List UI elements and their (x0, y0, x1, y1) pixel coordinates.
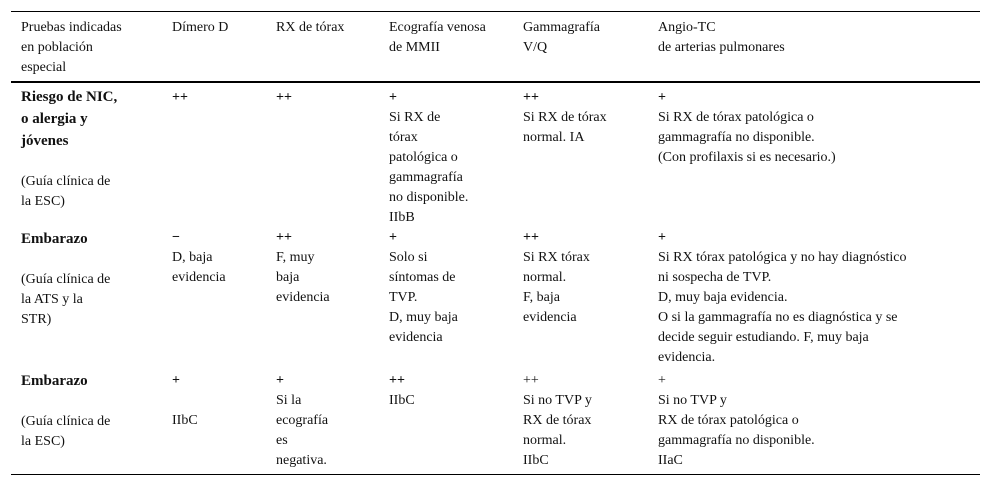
spacer (21, 152, 117, 172)
cell-line: evidencia (172, 270, 226, 285)
row-2-angio-tc (658, 228, 906, 368)
recommendation-symbol: + (658, 373, 666, 388)
cell-line: no disponible. (389, 190, 469, 205)
row-1-gammagrafia (523, 88, 607, 148)
recommendation-symbol: + (276, 373, 284, 388)
row-note-line: la ATS y la (21, 292, 83, 307)
row-1-dimero-d (172, 88, 188, 108)
cell-line: IIbC (389, 393, 415, 408)
header-rule (11, 81, 980, 83)
cell-line: es (276, 433, 288, 448)
cell-line: IIbB (389, 210, 415, 225)
row-1-population (21, 86, 117, 212)
cell-line: IIbC (523, 453, 549, 468)
recommendation-symbol: + (389, 90, 397, 105)
row-3-dimero-d (172, 371, 198, 431)
cell-line: O si la gammagrafía no es diagnóstica y se (658, 310, 898, 325)
recommendation-symbol: ++ (523, 90, 539, 105)
cell-line: F, baja (523, 290, 560, 305)
cell-line: Si RX de tórax (523, 110, 607, 125)
recommendation-symbol: ++ (276, 230, 292, 245)
row-3-gammagrafia (523, 371, 592, 471)
row-title-line: Embarazo (21, 231, 88, 247)
recommendation-symbol: − (172, 230, 180, 245)
header-angio-tc-line: Angio-TC (658, 20, 716, 35)
cell-line: patológica o (389, 150, 458, 165)
header-gammagrafia-line: Gammagrafía (523, 20, 600, 35)
cell-line: IIbC (172, 413, 198, 428)
row-3-angio-tc (658, 371, 815, 471)
cell-line: síntomas de (389, 270, 456, 285)
header-dimero-d-line: Dímero D (172, 20, 229, 35)
cell-line: evidencia (389, 330, 443, 345)
cell-line: (Con profilaxis si es necesario.) (658, 150, 836, 165)
row-3-ecografia (389, 371, 415, 411)
spacer (21, 250, 110, 270)
cell-line: evidencia (523, 310, 577, 325)
header-dimero-d (172, 18, 228, 38)
cell-line: RX de tórax patológica o (658, 413, 799, 428)
recommendation-symbol: + (389, 230, 397, 245)
recommendation-symbol: + (658, 90, 666, 105)
row-1-angio-tc (658, 88, 836, 168)
row-title-line: jóvenes (21, 133, 69, 149)
row-2-gammagrafia (523, 228, 590, 328)
row-note-line: (Guía clínica de (21, 414, 111, 429)
header-gammagrafia-line: V/Q (523, 40, 548, 55)
cell-line: baja (276, 270, 300, 285)
row-note-line: STR) (21, 312, 52, 327)
cell-line: evidencia. (658, 350, 716, 365)
cell-line: decide seguir estudiando. F, muy baja (658, 330, 869, 345)
cell-line: Si RX de tórax patológica o (658, 110, 814, 125)
cell-line: Si RX de (389, 110, 441, 125)
cell-line: Si RX tórax (523, 250, 590, 265)
header-gammagrafia (523, 18, 600, 58)
recommendation-symbol: ++ (389, 373, 405, 388)
cell-line: ecografía (276, 413, 329, 428)
row-2-population (21, 228, 110, 330)
header-population-line: especial (21, 60, 67, 75)
header-ecografia-line: Ecografía venosa (389, 20, 486, 35)
header-population (21, 18, 122, 78)
cell-line: Solo si (389, 250, 428, 265)
recommendation-symbol: ++ (172, 90, 188, 105)
row-title-line: Riesgo de NIC, (21, 89, 118, 105)
cell-line: IIaC (658, 453, 683, 468)
header-population-line: en población (21, 40, 93, 55)
header-angio-tc-line: de arterias pulmonares (658, 40, 785, 55)
cell-line: D, muy baja (389, 310, 458, 325)
header-rx-torax (276, 18, 344, 38)
cell-line: negativa. (276, 453, 327, 468)
cell-line: Si RX tórax patológica y no hay diagnóstico (658, 250, 907, 265)
row-note-line: (Guía clínica de (21, 272, 111, 287)
header-ecografia (389, 18, 486, 58)
header-angio-tc (658, 18, 785, 58)
row-1-rx-torax (276, 88, 292, 108)
row-note-line: (Guía clínica de (21, 174, 111, 189)
cell-line: gammagrafía (389, 170, 463, 185)
cell-line: evidencia (276, 290, 330, 305)
row-2-ecografia (389, 228, 458, 348)
recommendation-symbol: ++ (523, 230, 539, 245)
table-bottom-rule (11, 474, 980, 475)
cell-line: F, muy (276, 250, 315, 265)
table-top-rule (11, 11, 980, 12)
row-note-line: la ESC) (21, 434, 65, 449)
row-3-rx-torax (276, 371, 328, 471)
cell-line: gammagrafía no disponible. (658, 433, 815, 448)
cell-line: normal. IA (523, 130, 585, 145)
row-3-population (21, 370, 110, 452)
row-2-rx-torax (276, 228, 330, 308)
cell-line: Si no TVP y (658, 393, 727, 408)
row-2-dimero-d (172, 228, 226, 288)
cell-line (172, 391, 198, 411)
cell-line: D, baja (172, 250, 213, 265)
cell-line: ni sospecha de TVP. (658, 270, 772, 285)
recommendation-symbol: + (172, 373, 180, 388)
row-1-ecografia (389, 88, 468, 228)
header-rx-torax-line: RX de tórax (276, 20, 345, 35)
cell-line: tórax (389, 130, 418, 145)
cell-line: RX de tórax (523, 413, 592, 428)
cell-line: TVP. (389, 290, 418, 305)
cell-line: normal. (523, 270, 567, 285)
recommendation-symbol: ++ (276, 90, 292, 105)
cell-line: normal. (523, 433, 567, 448)
row-title-line: Embarazo (21, 373, 88, 389)
spacer (21, 392, 110, 412)
cell-line: Si la (276, 393, 302, 408)
row-note-line: la ESC) (21, 194, 65, 209)
cell-line: gammagrafía no disponible. (658, 130, 815, 145)
cell-line: D, muy baja evidencia. (658, 290, 788, 305)
header-population-line: Pruebas indicadas (21, 20, 122, 35)
header-ecografia-line: de MMII (389, 40, 440, 55)
recommendation-symbol: ++ (523, 373, 539, 388)
row-title-line: o alergia y (21, 111, 88, 127)
recommendation-symbol: + (658, 230, 666, 245)
cell-line: Si no TVP y (523, 393, 592, 408)
